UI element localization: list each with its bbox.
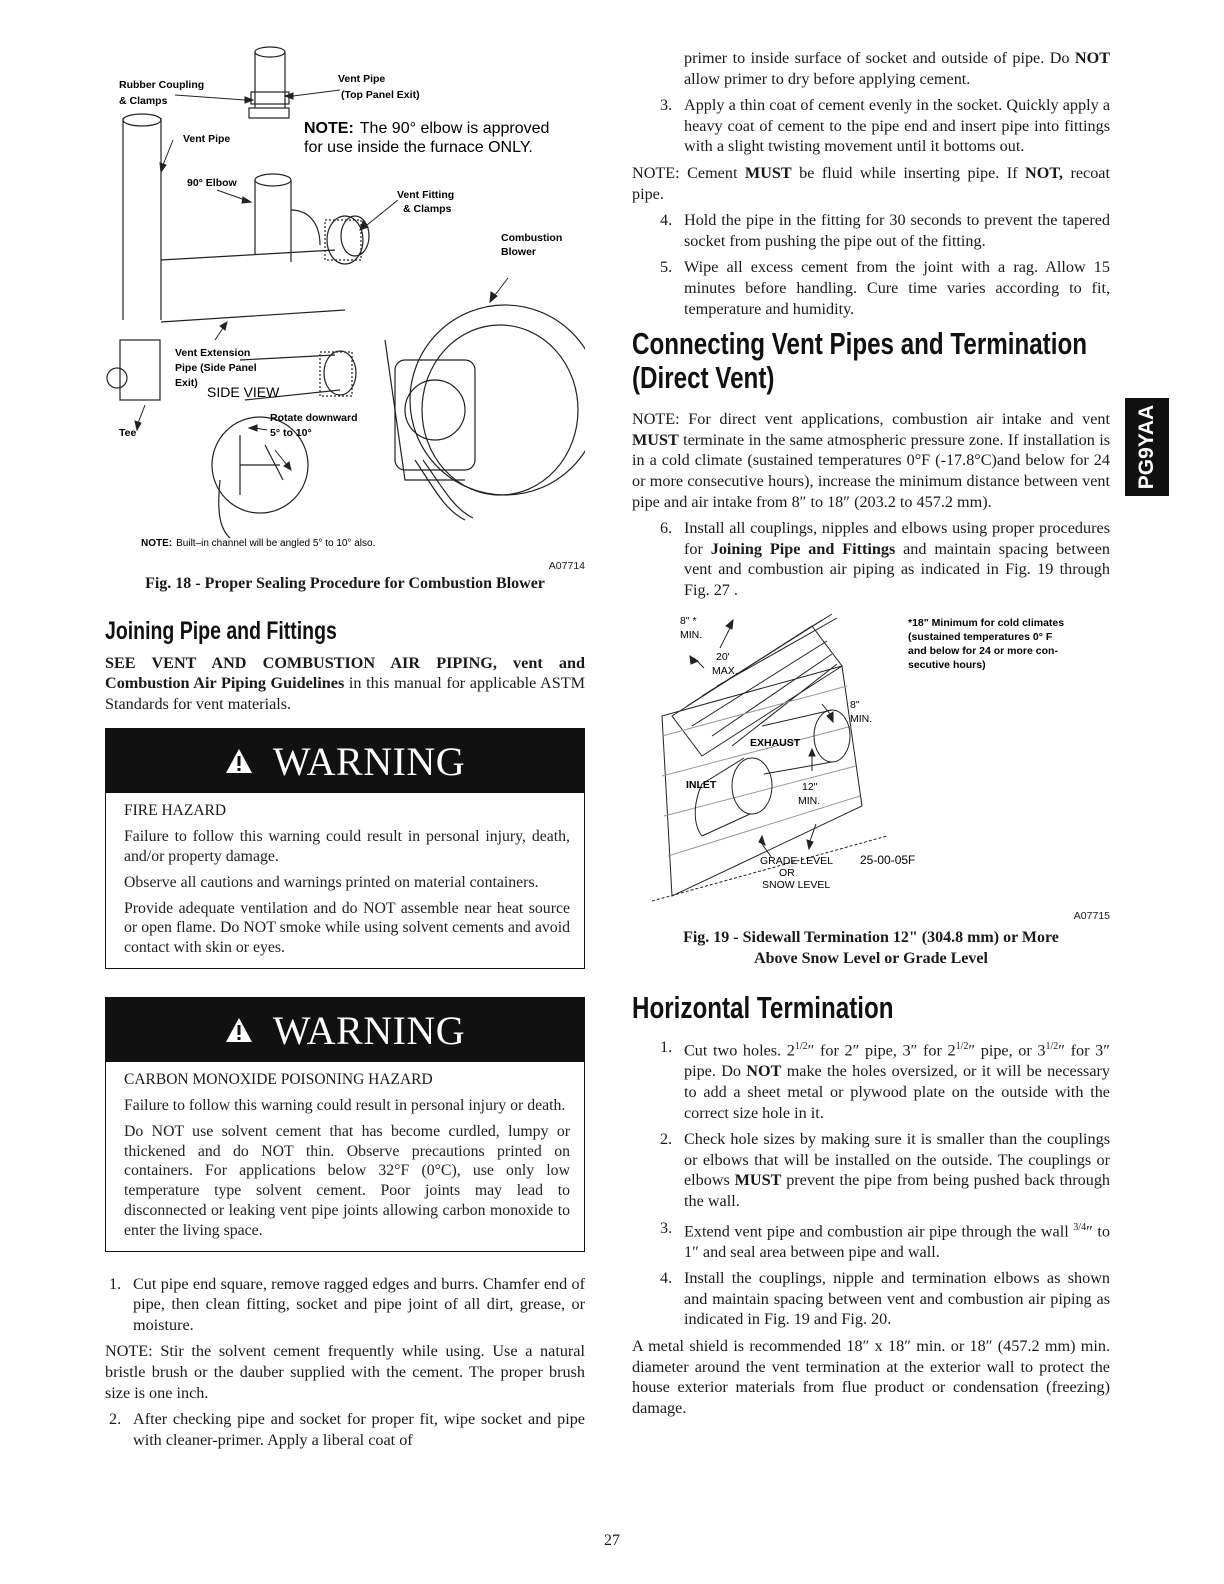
list-item: 3. Apply a thin coat of cement evenly in the socket. Quickly apply a heavy coat of cement to the pipe end and insert pipe into fittings with a slight twisting movement until it bottoms out. [660, 96, 1110, 156]
list-item: 2. Check hole sizes by making sure it is smaller than the couplings or elbows that will be installed on the outside. The couplings or elbows MUST prevent the pipe from being pushed back through the wall. [660, 1130, 1111, 1211]
joining-steps-list [105, 1274, 585, 1336]
warning-title: WARNING [272, 1007, 466, 1053]
warning-body [106, 1062, 584, 1251]
warning-paragraph: Failure to follow this warning could result in personal injury, death, and/or property damage. [124, 828, 570, 866]
label-vent-extension-3: Exit) [175, 377, 198, 389]
connecting-note: NOTE: For direct vent applications, combustion air intake and vent MUST terminate in the same atmospheric pressure zone. If installation is in a cold climate (sustained temperatures 0°F (-17.8°C)and below for 24 or more consecutive hours), increase the minimum distance between vent pipe and air intake from 8″ to 18″ (203.2 to 457.2 mm). [632, 410, 1110, 511]
step2-continued: primer to inside surface of socket and outside of pipe. Do NOT allow primer to dry before applying cement. [684, 49, 1110, 88]
fire-hazard-warning [105, 728, 585, 969]
warning-triangle-icon [225, 748, 253, 774]
list-item: 2. After checking pipe and socket for proper fit, wipe socket and pipe with cleaner-primer. Apply a liberal coat of [109, 1410, 585, 1449]
label-snow-level: SNOW LEVEL [762, 879, 831, 892]
label-rubber-coupling: Rubber Coupling [119, 79, 205, 91]
warning-paragraph: Provide adequate ventilation and do NOT assemble near heat source or open flame. Do NOT smoke while using solvent cements and avoid contact with skin or eyes. [124, 899, 570, 957]
horizontal-heading: Horizontal Termination [632, 990, 894, 1026]
inline-note: NOTE: The 90° elbow is approved [304, 120, 550, 137]
side-note-line: secutive hours) [908, 659, 986, 672]
cement-note: NOTE: Cement MUST be fluid while inserting pipe. If NOT, recoat pipe. [632, 163, 1110, 203]
label-max20: 20' [716, 651, 730, 664]
joining-steps-right [632, 95, 1110, 157]
warning-paragraph: Do NOT use solvent cement that has become curdled, lumpy or thickened and do NOT thin. Observe precautions printed on containers. For applications below 32°F (0°C), use only low temperature type solvent cement. Poor joints may lead to disconnected or leaking vent pipe joints allowing carbon monoxide to enter the living space. [124, 1122, 570, 1239]
joining-steps-right-cont [632, 210, 1110, 319]
figure-18 [105, 40, 585, 572]
horizontal-steps [632, 1037, 1110, 1330]
label-max20-b: MAX. [712, 665, 738, 678]
list-item: 4. Install the couplings, nipple and termination elbows as shown and maintain spacing between vent and combustion air piping as indicated in Fig. 19 and Fig. 20. [660, 1269, 1110, 1329]
figure-18-code: A07714 [548, 560, 585, 572]
label-min12: 12" [802, 781, 818, 794]
figure-19-caption: Fig. 19 - Sidewall Termination 12" (304.8 mm) or More Above Snow Level or Grade Level [683, 929, 1059, 967]
label-vent-pipe-top: Vent Pipe [338, 73, 386, 85]
label-rotate-downward: Rotate downward [270, 412, 358, 424]
label-min8: 8" [850, 699, 860, 712]
label-min8-b: MIN. [850, 713, 873, 726]
label-exhaust: EXHAUST [750, 737, 801, 750]
label-part-number: 25-00-05F [860, 853, 916, 868]
warning-header [106, 729, 584, 793]
label-inlet: INLET [686, 779, 717, 792]
list-item: 3. Extend vent pipe and combustion air pipe through the wall $^{3/4}$″ to 1″ and seal area between pipe and wall. [660, 1218, 1110, 1261]
warning-paragraph: Observe all cautions and warnings printed on material containers. [124, 873, 539, 891]
right-column [632, 48, 1110, 1418]
joining-note: NOTE: Stir the solvent cement frequently while using. Use a natural bristle brush or the dauber supplied with the cement. The proper brush size is one inch. [105, 1342, 585, 1402]
inline-note-line2: for use inside the furnace ONLY. [304, 139, 533, 156]
joining-heading: Joining Pipe and Fittings [105, 616, 337, 645]
warning-header [106, 998, 584, 1062]
model-side-tab: PG9YAA [1125, 398, 1169, 496]
label-vent-fitting: Vent Fitting [397, 189, 455, 201]
side-note-line: and below for 24 or more con- [908, 645, 1058, 658]
label-or: OR [779, 867, 795, 880]
connecting-steps [632, 518, 1110, 600]
hazard-title: CARBON MONOXIDE POISONING HAZARD [124, 1071, 433, 1089]
bottom-note: NOTE: Built–in channel will be angled 5° to 10° also. [141, 538, 376, 549]
label-min8-top-b: MIN. [680, 629, 703, 642]
label-min8-top: 8" * [680, 615, 697, 628]
label-90-elbow: 90° Elbow [187, 177, 237, 189]
page-number: 27 [604, 1532, 620, 1549]
label-tee: Tee [119, 427, 137, 439]
warning-title: WARNING [272, 738, 466, 784]
label-vent-extension-1: Vent Extension [175, 347, 251, 359]
warning-triangle-icon [225, 1017, 253, 1043]
joining-steps-list-cont [105, 1409, 585, 1450]
label-blower: Blower [501, 246, 537, 258]
joining-intro: SEE VENT AND COMBUSTION AIR PIPING, vent and Combustion Air Piping Guidelines in this manual for applicable ASTM Standards for vent materials. [105, 653, 585, 713]
left-column [105, 40, 585, 1456]
label-vent-fitting-clamps: & Clamps [403, 203, 452, 215]
label-vent-pipe: Vent Pipe [183, 133, 231, 145]
side-note-line: *18" Minimum for cold climates [908, 617, 1065, 630]
label-min12-b: MIN. [798, 795, 821, 808]
warning-paragraph: Failure to follow this warning could result in personal injury or death. [124, 1097, 566, 1115]
label-rotate-degrees: 5° to 10° [270, 427, 312, 439]
figure-19-code: A07715 [1073, 910, 1110, 923]
label-combustion: Combustion [501, 232, 563, 244]
label-top-panel-exit: (Top Panel Exit) [341, 89, 420, 101]
label-vent-extension-2: Pipe (Side Panel [175, 362, 257, 374]
figure-18-caption: Fig. 18 - Proper Sealing Procedure for Combustion Blower [145, 575, 545, 592]
connecting-heading: Connecting Vent Pipes and Termination (Direct Vent) [632, 326, 1087, 396]
hazard-title: FIRE HAZARD [124, 802, 227, 820]
carbon-monoxide-warning [105, 997, 585, 1252]
list-item: 1. Cut pipe end square, remove ragged edges and burrs. Chamfer end of pipe, then clean fitting, socket and pipe joint of all dirt, grease, or moisture. [109, 1274, 585, 1334]
label-side-view: SIDE VIEW [207, 384, 280, 400]
warning-body [106, 793, 584, 968]
list-item: 5. Wipe all excess cement from the joint with a rag. Allow 15 minutes before handling. Cure time varies according to fit, temperature and humidity. [660, 258, 1110, 318]
label-rubber-coupling-clamps: & Clamps [119, 95, 168, 107]
side-note-line: (sustained temperatures 0° F [908, 631, 1053, 644]
sidewall-termination-illustration [632, 606, 1110, 924]
list-item: 1. Cut two holes. $2^{1/2}''$ for 2″ pipe, 3″ for $2^{1/2}''$ pipe, or $3^{1/2}''$ for 3″ pipe. Do NOT make the holes oversized, or it will be necessary to add a sheet metal or plywood plate on the outside with the correct size hole in it. [660, 1038, 1110, 1122]
label-grade-level: GRADE LEVEL [760, 855, 833, 868]
metal-shield-paragraph: A metal shield is recommended 18″ x 18″ min. or 18″ (457.2 mm) min. diameter around the vent termination at the exterior wall to protect the house exterior materials from flue product or condensation (freezing) damage. [632, 1336, 1110, 1417]
list-item: 4. Hold the pipe in the fitting for 30 seconds to prevent the tapered socket from pushing the pipe out of the fitting. [660, 211, 1110, 250]
figure-19 [632, 606, 1110, 924]
combustion-blower-illustration [105, 40, 585, 568]
list-item: 6. Install all couplings, nipples and elbows using proper procedures for Joining Pipe and Fittings and maintain spacing between vent and combustion air piping as indicated in Fig. 19 through Fig. 27 . [660, 519, 1111, 599]
